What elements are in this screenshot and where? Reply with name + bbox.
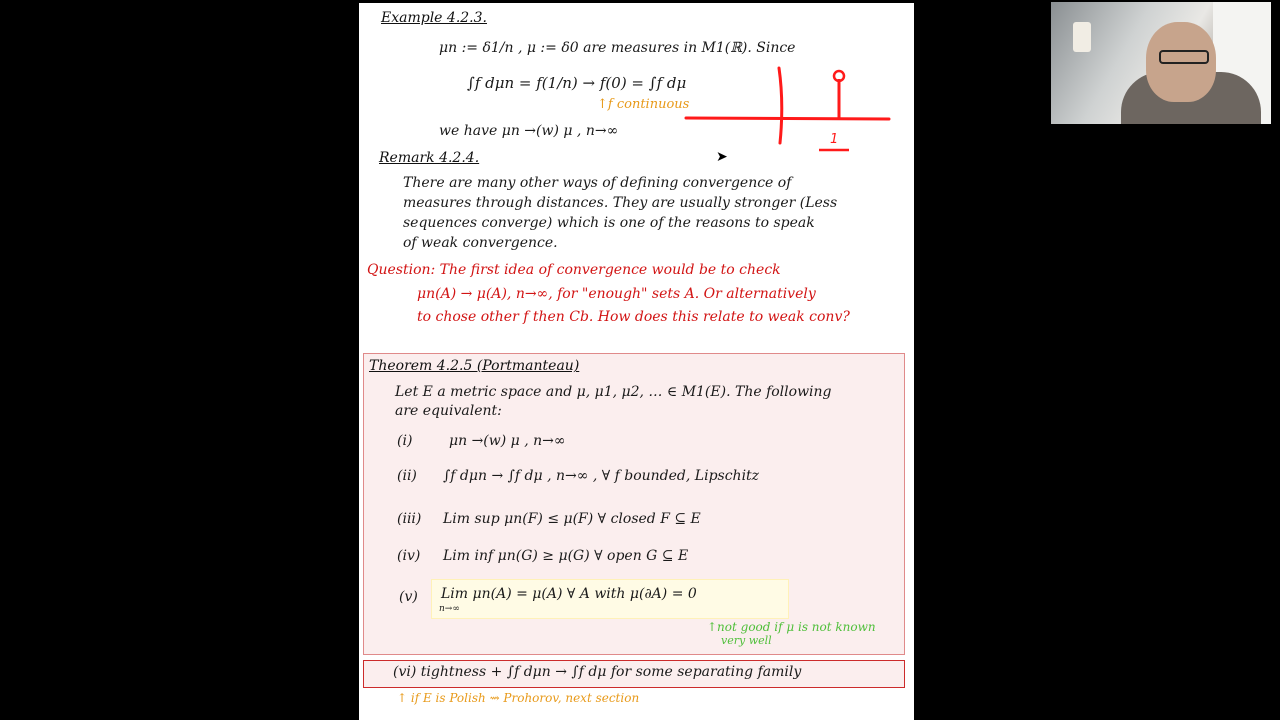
item-iv-text: Lim inf μn(G) ≥ μ(G) ∀ open G ⊆ E [443, 548, 689, 564]
mouse-cursor-icon: ➤ [716, 149, 728, 165]
sketch-axis [686, 118, 889, 119]
webcam-video [1051, 2, 1271, 124]
example-line-3: we have μn →(w) μ , n→∞ [439, 123, 619, 139]
item-iii-text: Lim sup μn(F) ≤ μ(F) ∀ closed F ⊆ E [443, 511, 701, 527]
remark-line-1: There are many other ways of defining convergence of [403, 175, 792, 191]
webcam-lamp [1073, 22, 1091, 52]
green-note-line-1: ↑not good if μ is not known [707, 620, 876, 634]
question-line-2: μn(A) → μ(A), n→∞, for "enough" sets A. Or alternatively [417, 286, 816, 302]
remark-line-3: sequences converge) which is one of the reasons to speak [403, 215, 815, 231]
sketch-vertical-axis [779, 68, 782, 143]
orange-note: ↑ if E is Polish ⇝ Prohorov, next section [397, 691, 640, 705]
theorem-intro-line-2: are equivalent: [395, 403, 502, 419]
theorem-heading: Theorem 4.2.5 (Portmanteau) [369, 358, 580, 374]
green-note-line-2: very well [721, 634, 772, 647]
question-line-1: Question: The first idea of convergence would be to check [367, 262, 781, 278]
item-ii-label: (ii) [397, 468, 417, 484]
webcam-glasses [1159, 50, 1209, 64]
example-heading: Example 4.2.3. [381, 10, 487, 26]
dirac-sketch [684, 63, 894, 158]
item-v-text: Lim μn(A) = μ(A) ∀ A with μ(∂A) = 0 [441, 586, 697, 602]
sketch-label: 1 [830, 132, 839, 147]
example-note-f-continuous: ↑f continuous [597, 97, 690, 112]
theorem-intro-line-1: Let E a metric space and μ, μ1, μ2, … ∈ M1(E). The following [395, 384, 832, 400]
item-i-text: μn →(w) μ , n→∞ [449, 433, 566, 449]
item-iii-label: (iii) [397, 511, 422, 527]
example-line-2: ∫f dμn = f(1/n) → f(0) = ∫f dμ [467, 74, 687, 92]
remark-line-4: of weak convergence. [403, 235, 558, 251]
question-line-3: to chose other f then Cb. How does this relate to weak conv? [417, 309, 850, 325]
item-iv-label: (iv) [397, 548, 421, 564]
item-v-label: (v) [399, 589, 418, 605]
example-line-1: μn := δ1/n , μ := δ0 are measures in M1(ℝ). Since [439, 40, 796, 56]
item-v-subscript: n→∞ [439, 604, 460, 614]
remark-heading: Remark 4.2.4. [379, 150, 480, 166]
item-ii-text: ∫f dμn → ∫f dμ , n→∞ , ∀ f bounded, Lipschitz [443, 468, 760, 484]
item-i-label: (i) [397, 433, 413, 449]
remark-line-2: measures through distances. They are usually stronger (Less [403, 195, 838, 211]
item-vi-text: (vi) tightness + ∫f dμn → ∫f dμ for some separating family [393, 664, 802, 680]
notes-page [359, 3, 914, 720]
